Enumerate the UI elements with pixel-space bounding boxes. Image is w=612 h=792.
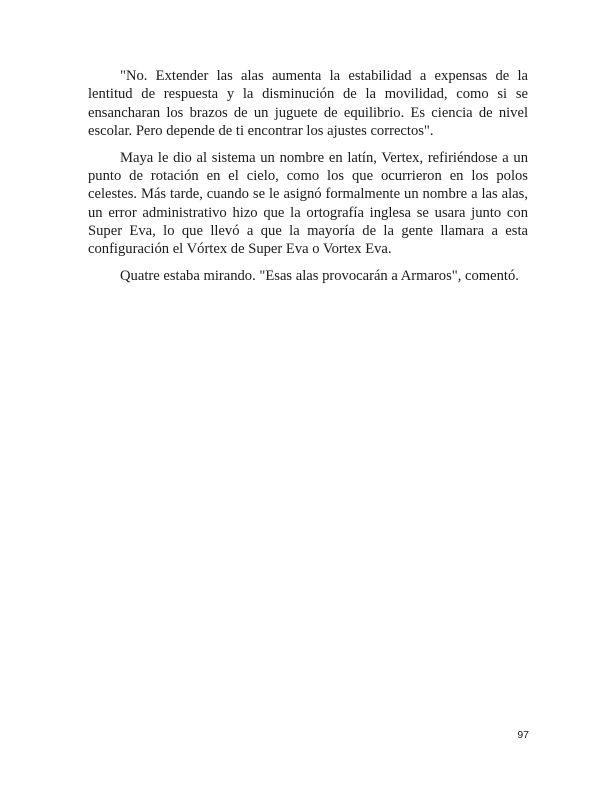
paragraph: Maya le dio al sistema un nombre en latín, Vertex, refiriéndose a un punto de rotación en el cielo, como los que ocurrieron en los polos celestes. Más tarde, cuando se le asignó formalmente un nombre a las alas, un error administrativo hizo que la ortografía inglesa se usara junto con Super Eva, lo que llevó a que la mayoría de la gente llamara a esta configuración el Vórtex de Super Eva o Vortex Eva. (88, 149, 528, 258)
paragraph: "No. Extender las alas aumenta la estabilidad a expensas de la lentitud de respuesta y la disminución de la movilidad, como si se ensancharan los brazos de un juguete de equilibrio. Es ciencia de nivel escolar. Pero depende de ti encontrar los ajustes correctos". (88, 68, 528, 139)
body-text (88, 67, 528, 294)
page-number: 97 (517, 729, 529, 741)
paragraph: Quatre estaba mirando. "Esas alas provocarán a Armaros", comentó. (120, 267, 519, 284)
